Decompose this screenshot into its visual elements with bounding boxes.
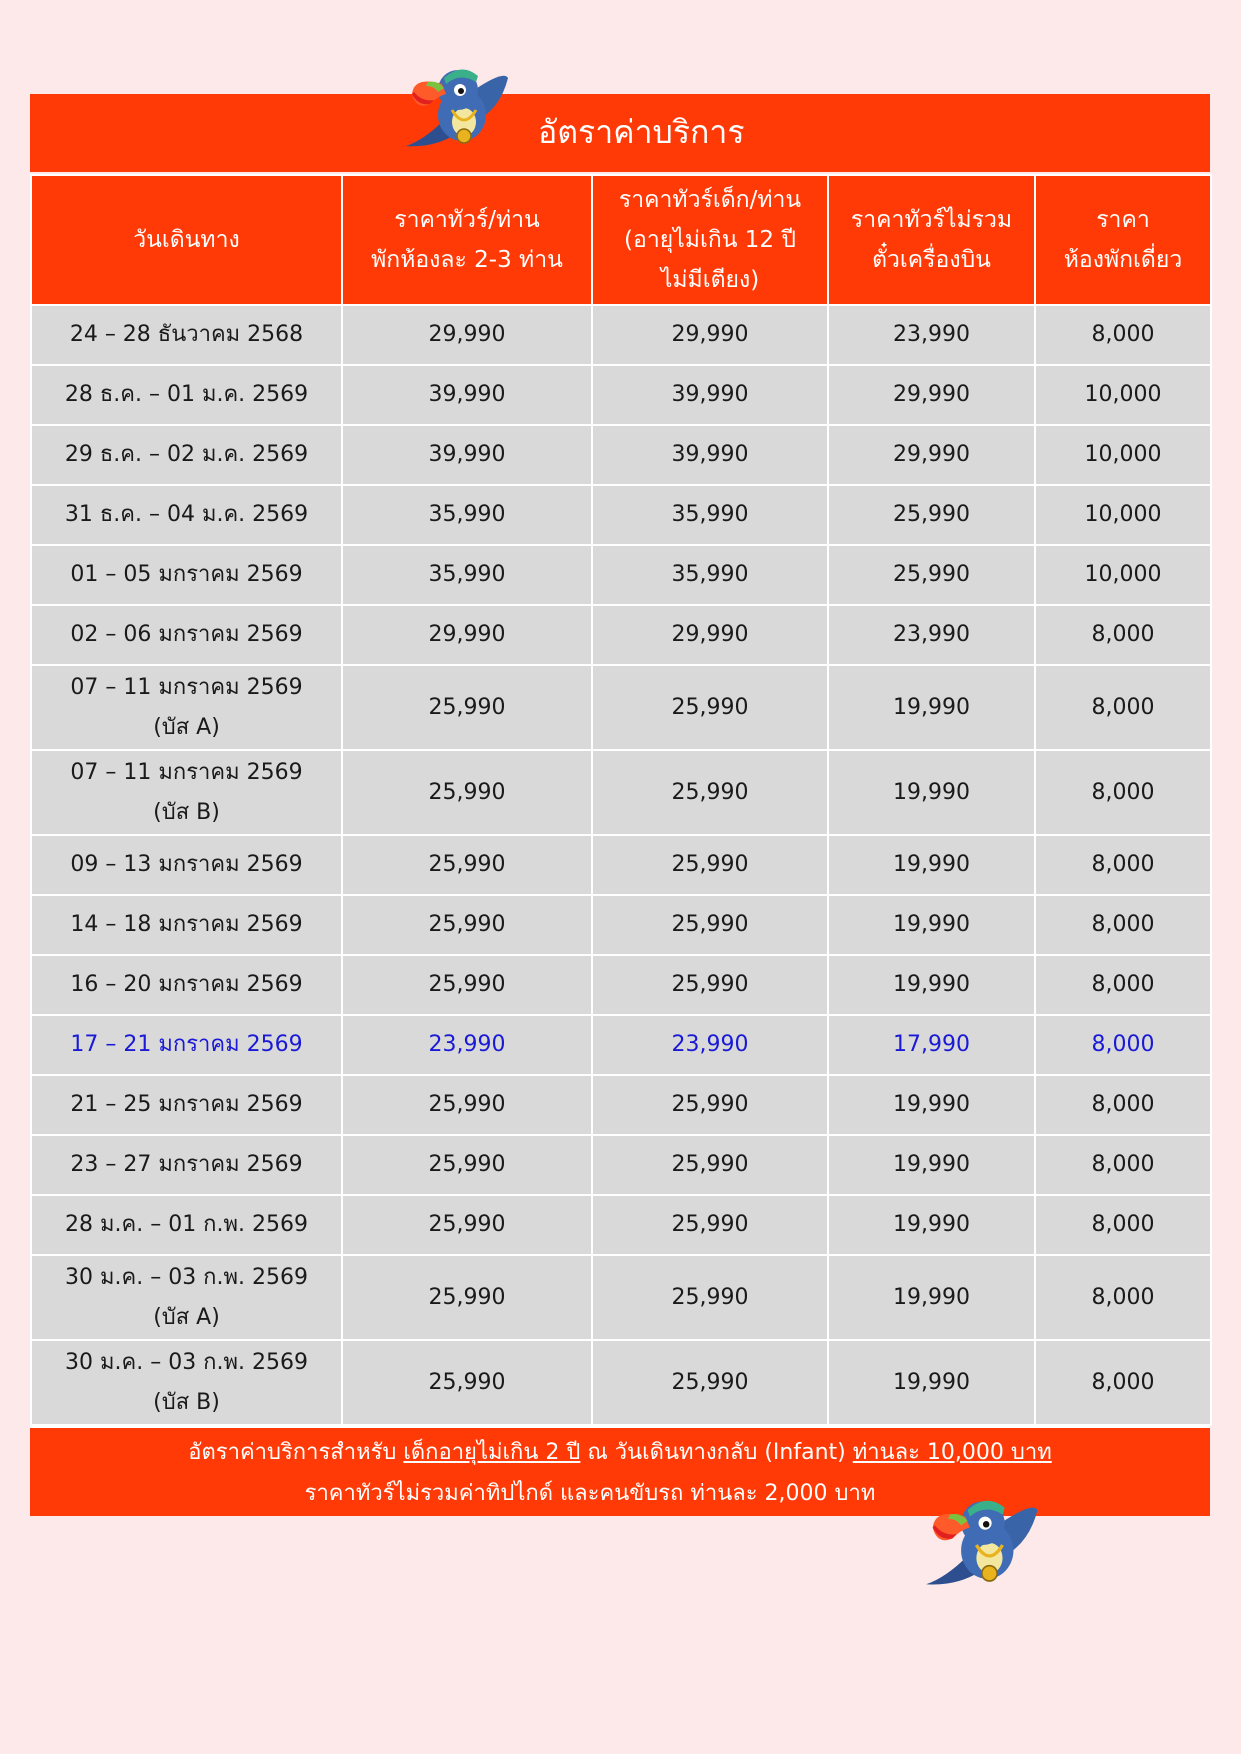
cell-no-flight-price: 25,990	[828, 485, 1035, 545]
table-body	[31, 305, 1211, 1425]
cell-child-price: 35,990	[592, 485, 828, 545]
table-row	[31, 1195, 1211, 1255]
cell-adult-price: 25,990	[342, 665, 592, 750]
price-sheet	[30, 94, 1210, 1516]
table-row	[31, 1075, 1211, 1135]
cell-no-flight-price: 19,990	[828, 835, 1035, 895]
cell-no-flight-price: 19,990	[828, 955, 1035, 1015]
table-row	[31, 1255, 1211, 1340]
cell-no-flight-price: 25,990	[828, 545, 1035, 605]
price-table	[30, 174, 1212, 1426]
header-single-room: ราคา ห้องพักเดี่ยว	[1035, 175, 1211, 305]
cell-child-price: 29,990	[592, 305, 828, 365]
cell-adult-price: 25,990	[342, 1135, 592, 1195]
cell-no-flight-price: 17,990	[828, 1015, 1035, 1075]
table-row	[31, 1135, 1211, 1195]
cell-single-room: 8,000	[1035, 1015, 1211, 1075]
cell-no-flight-price: 19,990	[828, 665, 1035, 750]
cell-no-flight-price: 23,990	[828, 605, 1035, 665]
cell-date: 23 – 27 มกราคม 2569	[31, 1135, 342, 1195]
cell-date: 07 – 11 มกราคม 2569 (บัส B)	[31, 750, 342, 835]
cell-single-room: 8,000	[1035, 1340, 1211, 1425]
cell-adult-price: 29,990	[342, 305, 592, 365]
cell-single-room: 10,000	[1035, 545, 1211, 605]
cell-date: 09 – 13 มกราคม 2569	[31, 835, 342, 895]
cell-child-price: 25,990	[592, 1255, 828, 1340]
cell-single-room: 8,000	[1035, 1075, 1211, 1135]
cell-child-price: 29,990	[592, 605, 828, 665]
cell-child-price: 25,990	[592, 1340, 828, 1425]
cell-single-room: 10,000	[1035, 365, 1211, 425]
table-row	[31, 665, 1211, 750]
page-title: อัตราค่าบริการ	[538, 113, 745, 151]
footer-infant-price: ท่านละ 10,000 บาท	[852, 1440, 1052, 1465]
header-no-flight-price: ราคาทัวร์ไม่รวม ตั๋วเครื่องบิน	[828, 175, 1035, 305]
table-row	[31, 835, 1211, 895]
cell-single-room: 8,000	[1035, 665, 1211, 750]
cell-single-room: 10,000	[1035, 425, 1211, 485]
cell-child-price: 23,990	[592, 1015, 828, 1075]
footer-text-a: อัตราค่าบริการสำหรับ	[188, 1440, 404, 1465]
cell-adult-price: 23,990	[342, 1015, 592, 1075]
cell-single-room: 8,000	[1035, 895, 1211, 955]
cell-single-room: 8,000	[1035, 955, 1211, 1015]
header-row	[31, 175, 1211, 305]
cell-child-price: 25,990	[592, 1195, 828, 1255]
cell-adult-price: 39,990	[342, 365, 592, 425]
cell-child-price: 25,990	[592, 750, 828, 835]
cell-no-flight-price: 19,990	[828, 1195, 1035, 1255]
footer-infant-age: เด็กอายุไม่เกิน 2 ปี	[403, 1440, 581, 1465]
table-row	[31, 305, 1211, 365]
table-row	[31, 485, 1211, 545]
cell-adult-price: 39,990	[342, 425, 592, 485]
footer-text-c: ณ วันเดินทางกลับ (Infant)	[580, 1440, 853, 1465]
cell-adult-price: 25,990	[342, 895, 592, 955]
cell-child-price: 25,990	[592, 955, 828, 1015]
cell-child-price: 35,990	[592, 545, 828, 605]
cell-adult-price: 25,990	[342, 835, 592, 895]
cell-date: 28 ธ.ค. – 01 ม.ค. 2569	[31, 365, 342, 425]
cell-no-flight-price: 19,990	[828, 1255, 1035, 1340]
cell-date: 31 ธ.ค. – 04 ม.ค. 2569	[31, 485, 342, 545]
cell-single-room: 8,000	[1035, 750, 1211, 835]
cell-adult-price: 25,990	[342, 1340, 592, 1425]
table-row	[31, 1015, 1211, 1075]
cell-no-flight-price: 19,990	[828, 1340, 1035, 1425]
cell-date: 02 – 06 มกราคม 2569	[31, 605, 342, 665]
cell-date: 07 – 11 มกราคม 2569 (บัส A)	[31, 665, 342, 750]
cell-adult-price: 35,990	[342, 485, 592, 545]
header-child-price: ราคาทัวร์เด็ก/ท่าน (อายุไม่เกิน 12 ปี ไม่มีเตียง)	[592, 175, 828, 305]
cell-single-room: 8,000	[1035, 305, 1211, 365]
cell-no-flight-price: 19,990	[828, 1135, 1035, 1195]
title-bar	[30, 94, 1210, 172]
cell-child-price: 25,990	[592, 895, 828, 955]
cell-single-room: 8,000	[1035, 1255, 1211, 1340]
cell-single-room: 8,000	[1035, 835, 1211, 895]
table-row	[31, 955, 1211, 1015]
cell-adult-price: 25,990	[342, 1195, 592, 1255]
cell-adult-price: 29,990	[342, 605, 592, 665]
header-date: วันเดินทาง	[31, 175, 342, 305]
cell-child-price: 25,990	[592, 1075, 828, 1135]
cell-no-flight-price: 19,990	[828, 1075, 1035, 1135]
table-row	[31, 750, 1211, 835]
cell-child-price: 25,990	[592, 835, 828, 895]
cell-single-room: 8,000	[1035, 1135, 1211, 1195]
header-adult-price: ราคาทัวร์/ท่าน พักห้องละ 2-3 ท่าน	[342, 175, 592, 305]
table-row	[31, 605, 1211, 665]
footer-line-1	[30, 1432, 1210, 1473]
cell-date: 16 – 20 มกราคม 2569	[31, 955, 342, 1015]
cell-adult-price: 25,990	[342, 1255, 592, 1340]
table-row	[31, 1340, 1211, 1425]
cell-date: 14 – 18 มกราคม 2569	[31, 895, 342, 955]
cell-date: 28 ม.ค. – 01 ก.พ. 2569	[31, 1195, 342, 1255]
cell-date: 29 ธ.ค. – 02 ม.ค. 2569	[31, 425, 342, 485]
cell-single-room: 8,000	[1035, 605, 1211, 665]
toucan-mascot-icon	[924, 1490, 1044, 1600]
cell-no-flight-price: 23,990	[828, 305, 1035, 365]
cell-child-price: 39,990	[592, 365, 828, 425]
cell-date: 30 ม.ค. – 03 ก.พ. 2569 (บัส A)	[31, 1255, 342, 1340]
cell-no-flight-price: 19,990	[828, 895, 1035, 955]
table-row	[31, 895, 1211, 955]
footer-line-2: ราคาทัวร์ไม่รวมค่าทิปไกด์ และคนขับรถ ท่านละ 2,000 บาท	[304, 1481, 876, 1506]
cell-single-room: 8,000	[1035, 1195, 1211, 1255]
toucan-mascot-icon	[404, 60, 514, 160]
cell-child-price: 25,990	[592, 665, 828, 750]
cell-single-room: 10,000	[1035, 485, 1211, 545]
cell-child-price: 25,990	[592, 1135, 828, 1195]
cell-no-flight-price: 29,990	[828, 365, 1035, 425]
cell-adult-price: 25,990	[342, 1075, 592, 1135]
cell-date: 30 ม.ค. – 03 ก.พ. 2569 (บัส B)	[31, 1340, 342, 1425]
cell-adult-price: 25,990	[342, 955, 592, 1015]
cell-adult-price: 35,990	[342, 545, 592, 605]
cell-date: 01 – 05 มกราคม 2569	[31, 545, 342, 605]
cell-date: 17 – 21 มกราคม 2569	[31, 1015, 342, 1075]
cell-no-flight-price: 19,990	[828, 750, 1035, 835]
cell-date: 21 – 25 มกราคม 2569	[31, 1075, 342, 1135]
table-row	[31, 365, 1211, 425]
cell-child-price: 39,990	[592, 425, 828, 485]
table-row	[31, 545, 1211, 605]
cell-adult-price: 25,990	[342, 750, 592, 835]
table-row	[31, 425, 1211, 485]
cell-date: 24 – 28 ธันวาคม 2568	[31, 305, 342, 365]
cell-no-flight-price: 29,990	[828, 425, 1035, 485]
